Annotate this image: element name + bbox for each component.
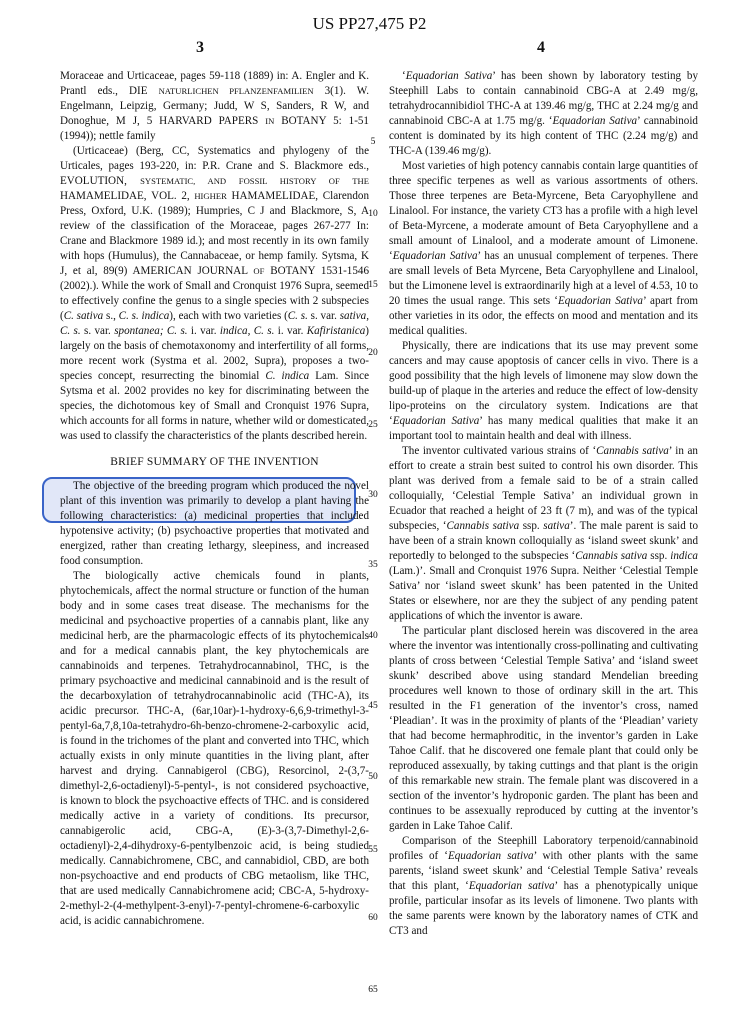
- line-number: 60: [368, 913, 378, 923]
- line-number: 15: [368, 280, 378, 290]
- right-paragraph-4: The inventor cultivated various strains of ‘Cannabis sativa’ in an effort to create a strain best suited to control his own disorder. This plant was derived from a female said to be of a strain called colloquially, ‘Celestial Temple Sativa’ an individual grown in Ecuador that reached a height of 23 ft (7 m), and was of the typical subspecies, ‘Cannabis sativa ssp. sativa’. The male parent is said to have been of a strain known colloquially as ‘island sweet skunk’ and reportedly to belonged to the subspecies ‘Cannabis sativa ssp. indica (Lam.)’. Small and Cronquist 1976 Supra. Neither ‘Celestial Temple Sativa’ nor ‘island sweet skunk’ has been patented in the United States or elsewhere, nor are they the subject of any pending patent applications of which the inventor is aware.: [389, 445, 698, 622]
- line-number: 40: [368, 631, 378, 641]
- left-paragraph-2: (Urticaceae) (Berg, CC, Systematics and phylogeny of the Urticales, pages 193-220, in: P.R. Crane and S. Blackmore eds., EVOLUTION, SYSTEMATIC, AND FOSSIL HISTORY OF THE HAMAMELIDAE, VOL. 2, HIGHER HAMAMELIDAE, Clarendon Press, Oxford, U.K. (1989); Humpries, C J and Blackmore, S, A review of the classification of the Moraceae, pages 267-277 In: Crane and Blackmore 1989 id.); and most recently in its own family with hops (Humulus), the Cannabaceae, or hemp family. Sytsma, K J, et al, 89(9) AMERICAN JOURNAL OF BOTANY 1531-1546 (2002).). While the work of Small and Cronquist 1976 Supra, seemed to effectively confine the genus to a single species with 2 subspecies (C. sativa s., C. s. indica), each with two varieties (C. s. s. var. sativa, C. s. s. var. spontanea; C. s. i. var. indica, C. s. i. var. Kafiristanica) largely on the basis of chemotaxonomy and interfertility of all forms, more recent work (Systma et al. 2002, Supra), proposes a two-species concept, resurrecting the binomial C. indica Lam. Since Sytsma et al. 2002 provides no key for discriminating between the species, the dichotomous key of Small and Cronquist 1976 Supra, which accounts for all forms in nature, whether wild or domesticated, was used to classify the characteristics of the plants described herein.: [60, 145, 369, 442]
- right-paragraph-5: The particular plant disclosed herein was discovered in the area where the inventor was intentionally cross-pollinating and cultivating plants of cross between ‘Celestial Temple Sativa’ and ‘island sweet skunk’ described above using standard Mendelian breeding procedures well known to those of ordinary skill in the art. This resulted in the F1 generation of the inventor’s cross, named ‘Pleadian’. It was in the proximity of plants of the ‘Pleadian’ variety that had become hermaphroditic, in the inventor’s garden in Lake Tahoe Calif. that he discovered one female plant that could only be reproduced assexually, by taking cuttings and that plant is the origin of this remarkable new strain. The female plant was discovered in a section of the inventor’s hydroponic garden. The plant has been and continues to be assexually reproduced by cutting at the inventor’s garden in Lake Tahoe Calif.: [389, 625, 698, 832]
- line-number: 10: [368, 209, 378, 219]
- line-number: 50: [368, 772, 378, 782]
- right-paragraph-1: ‘Equadorian Sativa’ has been shown by laboratory testing by Steephill Labs to contain cannabinoid CBG-A at 2.49 mg/g, tetrahydrocannibidiol THC-A at 139.46 mg/g, THC at 2.24 mg/g and cannabinoid CBC-A at 1.75 mg/g. ‘Equadorian Sativa’ cannabinoid content is dominated by its high content of THC (2.24 mg/g) and THC-A (139.46 mg/g).: [389, 70, 698, 157]
- line-number: 65: [368, 985, 378, 995]
- right-paragraph-2: Most varieties of high potency cannabis contain large quantities of three specific terpenes as well as various assortments of others. Those three terpenes are Beta-Myrcene, Beta Caryophyllene and Linalool. For instance, the variety CT3 has a profile with a high level of Beta-Myrcene, a moderate amount of Beta Caryophyllene and a small amount of Linalool, and a moderate amount of Limonene. ‘Equadorian Sativa’ has an unusual complement of terpenes. There are small levels of Beta Myrcene, Beta Caryophyllene and Linalool, but the Limonene level is extraordinarily high at a level of 4.53, 10 to 20 times the usual range. This sets ‘Equadorian Sativa’ apart from other varieties in its odor, the effects on mood and mentation and its medical qualities.: [389, 160, 699, 337]
- patent-number: US PP27,475 P2: [312, 14, 427, 33]
- line-number: 5: [370, 137, 376, 147]
- line-number: 55: [368, 845, 378, 855]
- line-number: 35: [368, 560, 378, 570]
- left-column: [60, 69, 369, 929]
- left-paragraph-3: The objective of the breeding program which produced the novel plant of this invention was primarily to develop a plant having the following characteristics: (a) medicinal properties that included hypotensive activity; (b) psychoactive properties that motivated and energized, rather than creating lethargy, sleepiness, and increased food consumption.: [60, 480, 369, 567]
- left-paragraph-1: Moraceae and Urticaceae, pages 59-118 (1889) in: A. Engler and K. Prantl eds., DIE NATURLICHEN PFLANZENFAMILIEN 3(1). W. Engelmann, Leipzig, Germany; Judd, W S, Sanders, R W, and Donoghue, M J, 5 HARVARD PAPERS IN BOTANY 5: 1-51 (1994)); nettle family: [60, 70, 369, 142]
- line-number: 20: [368, 348, 378, 358]
- right-paragraph-6: Comparison of the Steephill Laboratory terpenoid/cannabinoid profiles of ‘Equadorian sativa’ with other plants with the same parents, ‘island sweet skunk’ and ‘Celestial Temple Sativa’ reveals that this plant, ‘Equadorian sativa’ has a phenotypically unique profile, particular insofar as its levels of limonene. Two plants with the same parents were known by the laboratory names of CTK and CT3 and: [389, 835, 698, 937]
- left-paragraph-4: The biologically active chemicals found in plants, phytochemicals, affect the normal structure or function of the human body and in some cases treat disease. The mechanisms for the medicinal and psychoactive properties of a cannabis plant, like any medicinal herb, are the pharmacologic effects of its phytochemicals and for a medical cannabis plant, the key phytochemicals are cannabinoids and terpenes. Tetrahydrocannabinol, THC, is the primary psychoactive and medicinal cannabinoid and is the result of the decarboxylation of tetrahydrocannabinolic acid (THC-A), its acidic precursor. THC-A, (6ar,10ar)-1-hydroxy-6,6,9-trimethyl-3-pentyl-6a,7,8,10a-tetrahydro-6h-benzo-chromene-2-carboxylic acid, is found in the trichomes of the plant and converted into THC, which actually exists in only minute quantities in the living plant, after harvest and drying. Cannabigerol (CBG), Resorcinol, 2-(3,7-dimethyl-2,6-octadienyl)-5-pentyl-, is not considered psychoactive, is known to block the psychoactive effects of THC. and is considered medically active in a variety of conditions. Its precursor, cannabigerolic acid, CBG-A, (E)-3-(3,7-Dimethyl-2,6-octadienyl)-2,4-dihydroxy-6-pentylbenzoic acid, is being studied medically. Cannabichromene, CBC, and cannabidiol, CBD, are both non-psychoactive and end products of CBG metaolism, like THC, that are used medically Cannabichromene acid; CBC-A, 5-hydroxy-2-methyl-2-(4-methylpent-3-enyl)-7-pentyl-chromene-6-carboxylic acid, is acidic cannabichromene.: [60, 570, 369, 927]
- left-page-number: 3: [196, 39, 204, 56]
- line-number: 30: [368, 490, 378, 500]
- section-heading: BRIEF SUMMARY OF THE INVENTION: [110, 456, 319, 468]
- right-paragraph-3: Physically, there are indications that its use may prevent some cancers and may cause apoptosis of cancer cells in vivo. There is a good possibility that the high levels of limonene may slow down the build-up of plaque in the arteries and reduce the effect of low-density lipo-proteins on the circulatory system. Indications are that ‘Equadorian Sativa’ has many medical qualities that make it an important tool to maintain health and deal with illness.: [389, 340, 698, 442]
- line-number: 25: [368, 420, 378, 430]
- line-number: 45: [368, 701, 378, 711]
- right-column: [389, 69, 698, 939]
- right-page-number: 4: [537, 39, 545, 56]
